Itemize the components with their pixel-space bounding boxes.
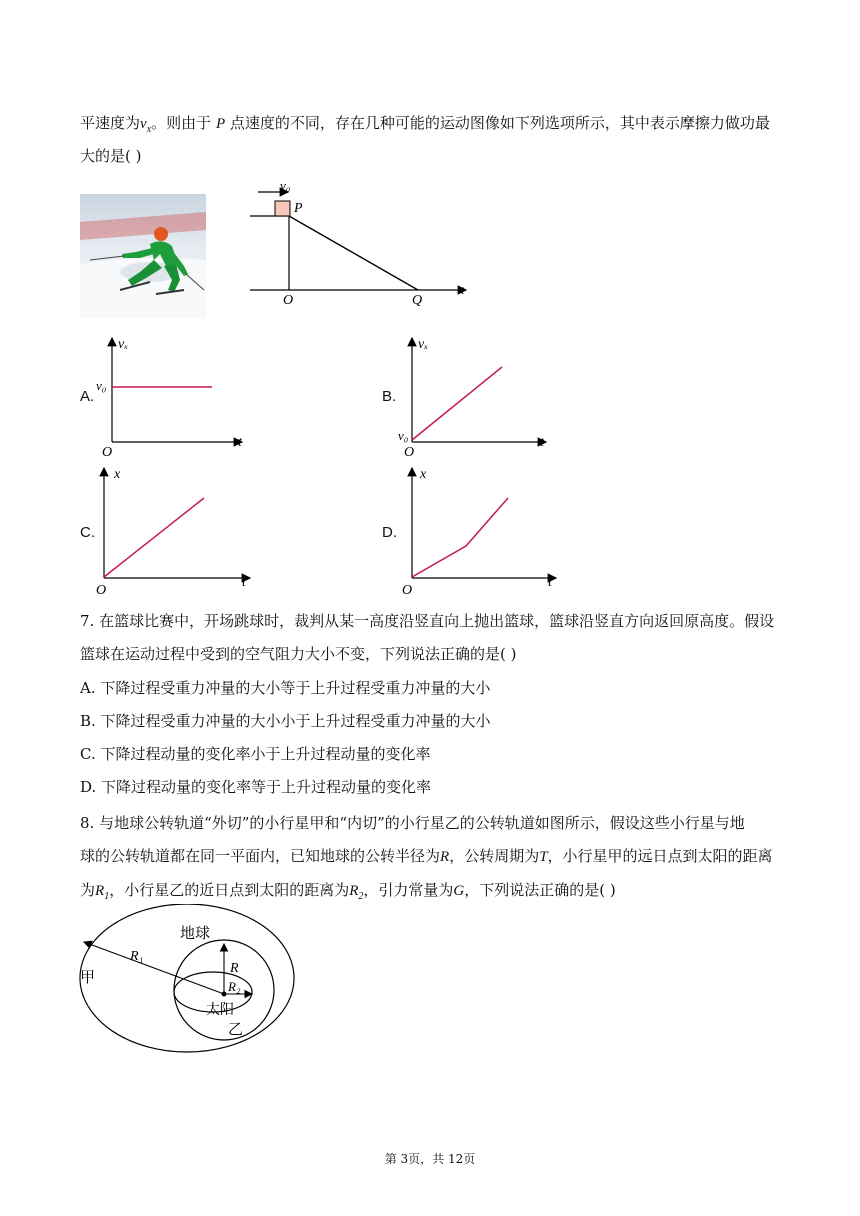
option-b-v0: v₀ xyxy=(398,428,409,443)
t-symbol: T xyxy=(539,849,548,865)
option-c-ylabel: x xyxy=(114,467,121,482)
option-d-curve xyxy=(412,498,508,577)
option-c-graph xyxy=(92,462,252,598)
option-a-ylabel: vₓ xyxy=(118,337,129,352)
q6-text-line-1 xyxy=(80,112,770,135)
option-b-label: B. xyxy=(382,388,397,405)
option-b-ylabel: vₓ xyxy=(418,337,429,352)
option-b-curve xyxy=(412,367,502,440)
option-a-graph xyxy=(92,330,252,460)
option-c-curve xyxy=(104,498,204,577)
option-d-origin: O xyxy=(402,583,413,598)
option-d-xlabel: t xyxy=(548,575,552,590)
jia-label: 甲 xyxy=(80,970,96,986)
r1-label: R₁ xyxy=(130,949,144,964)
option-b-xlabel: t xyxy=(540,435,544,450)
q6-text-1b: 。则由于 xyxy=(151,114,212,132)
option-d-graph xyxy=(400,462,560,598)
q6-text-1a: 平速度为 xyxy=(80,114,141,132)
q7-option-b: B. 下降过程受重力冲量的大小小于上升过程受重力冲量的大小 xyxy=(80,712,491,730)
q7-option-a: A. 下降过程受重力冲量的大小等于上升过程受重力冲量的大小 xyxy=(80,679,491,697)
option-a-origin: O xyxy=(102,445,113,460)
q6-text-line-2: 大的是( ) xyxy=(80,147,142,165)
option-a-xlabel: t xyxy=(238,435,242,450)
option-a-v0: v₀ xyxy=(96,378,107,393)
p-symbol: P xyxy=(215,116,226,132)
skier-photo xyxy=(80,194,206,318)
q8-stem-line-2: 球的公转轨道都在同一平面内，已知地球的公转半径为R，公转周期为T，小行星甲的远日点到太阳的距离 xyxy=(80,847,773,865)
r1-symbol: $R_1$ xyxy=(95,883,110,902)
r-label: R xyxy=(230,961,239,976)
option-c-label: C. xyxy=(80,524,95,541)
orbit-diagram xyxy=(76,904,306,1056)
yi-label: 乙 xyxy=(228,1022,244,1038)
q8-stem-line-1: 8. 与地球公转轨道“外切”的小行星甲和“内切”的小行星乙的公转轨道如图所示，假设这些小行星与地 xyxy=(80,814,745,832)
q-label: Q xyxy=(412,293,423,308)
option-b-origin: O xyxy=(404,445,415,460)
option-d-ylabel: x xyxy=(420,467,427,482)
earth-label: 地球 xyxy=(180,926,211,942)
q6-text-1c: 点速度的不同，存在几种可能的运动图像如下列选项所示，其中表示摩擦力做功最 xyxy=(229,114,770,132)
option-d-label: D. xyxy=(382,524,397,541)
r-symbol: R xyxy=(440,849,450,865)
g-symbol: G xyxy=(453,883,465,899)
q7-stem-line-1: 7. 在篮球比赛中，开场跳球时，裁判从某一高度沿竖直向上抛出篮球，篮球沿竖直方向返回原高度。假设 xyxy=(80,612,775,630)
sun-label: 太阳 xyxy=(206,1003,234,1018)
slope-diagram xyxy=(240,176,480,308)
v0-label: v₀ xyxy=(280,178,291,193)
q7-option-c: C. 下降过程动量的变化率小于上升过程动量的变化率 xyxy=(80,745,431,763)
option-a-label: A. xyxy=(80,388,95,405)
option-b-graph xyxy=(394,330,554,460)
x-axis-label: x xyxy=(458,283,465,298)
vx-symbol: $v_x$ xyxy=(140,116,152,135)
o-label: O xyxy=(283,293,294,308)
r2-symbol: $R_2$ xyxy=(349,883,364,902)
p-label: P xyxy=(294,201,303,216)
q7-stem-line-2: 篮球在运动过程中受到的空气阻力大小不变，下列说法正确的是( ) xyxy=(80,645,517,663)
option-c-origin: O xyxy=(96,583,107,598)
r2-label: R₂ xyxy=(228,979,241,994)
option-c-xlabel: t xyxy=(242,575,246,590)
q8-stem-line-3: 为$R_1$，小行星乙的近日点到太阳的距离为$R_2$，引力常量为G，下列说法正确的是( ) xyxy=(80,881,616,902)
page-footer: 第 3页，共 12页 xyxy=(384,1152,476,1166)
q7-option-d: D. 下降过程动量的变化率等于上升过程动量的变化率 xyxy=(80,778,432,796)
